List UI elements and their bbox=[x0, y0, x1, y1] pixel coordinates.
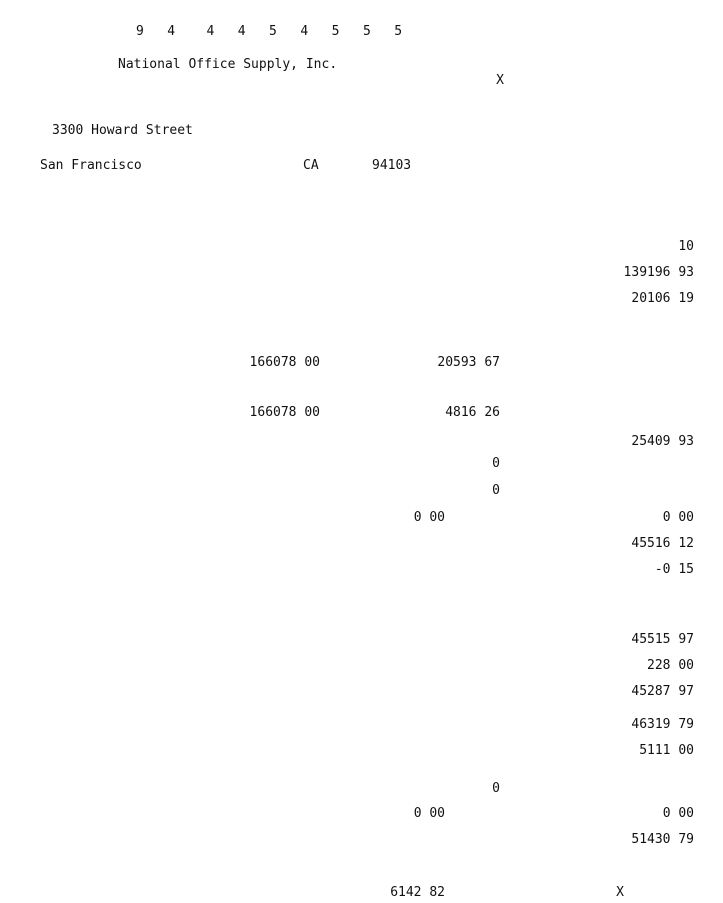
line-total-taxes: 45515 97 bbox=[631, 632, 694, 647]
address-state: CA bbox=[303, 158, 319, 173]
line-total-taxes-after-adjustments: 45516 12 bbox=[631, 536, 694, 551]
line-total-liability-for-quarter: 51430 79 bbox=[631, 832, 694, 847]
quarter-checkbox-mark[interactable]: X bbox=[496, 73, 504, 88]
line-taxable-social-security-wages-tax: 20593 67 bbox=[437, 355, 500, 370]
line-monthly-liability-total: 6142 82 bbox=[390, 885, 445, 900]
company-name: National Office Supply, Inc. bbox=[118, 57, 338, 72]
line-total-deposits-for-quarter: 45287 97 bbox=[631, 684, 694, 699]
line-overpayment-left: 0 00 bbox=[413, 806, 445, 821]
line-adjustment-sick-pay: 0 bbox=[492, 483, 500, 498]
line-balance-due-credit: 5111 00 bbox=[639, 743, 694, 758]
line-adjustment-tips-group-life-left: 0 00 bbox=[413, 510, 445, 525]
line-taxable-medicare-wages-tax: 4816 26 bbox=[445, 405, 500, 420]
line-total-deposits-plus-overpayment: 46319 79 bbox=[631, 717, 694, 732]
address-street: 3300 Howard Street bbox=[52, 123, 193, 138]
line-adjustment-rounding: -0 15 bbox=[654, 562, 694, 577]
address-city: San Francisco bbox=[40, 158, 142, 173]
line-employee-count: 10 bbox=[678, 239, 694, 254]
line-total-social-security-medicare-taxes: 25409 93 bbox=[631, 434, 694, 449]
deposit-schedule-checkbox-mark[interactable]: X bbox=[616, 885, 624, 900]
line-wages-tips-other-compensation: 139196 93 bbox=[623, 265, 694, 280]
ein-digits: 9 4 4 4 5 4 5 5 5 bbox=[136, 24, 403, 39]
line-cobra-assistance-recipients: 0 bbox=[492, 781, 500, 796]
line-federal-income-tax-withheld: 20106 19 bbox=[631, 291, 694, 306]
line-adjustment-fractions-of-cents: 0 bbox=[492, 456, 500, 471]
line-taxable-medicare-wages-base: 166078 00 bbox=[249, 405, 320, 420]
line-adjustment-tips-group-life-right: 0 00 bbox=[662, 510, 694, 525]
line-overpayment-right: 0 00 bbox=[662, 806, 694, 821]
line-taxable-social-security-wages-base: 166078 00 bbox=[249, 355, 320, 370]
address-zip: 94103 bbox=[372, 158, 412, 173]
line-total-deposits-adjustment: 228 00 bbox=[647, 658, 694, 673]
